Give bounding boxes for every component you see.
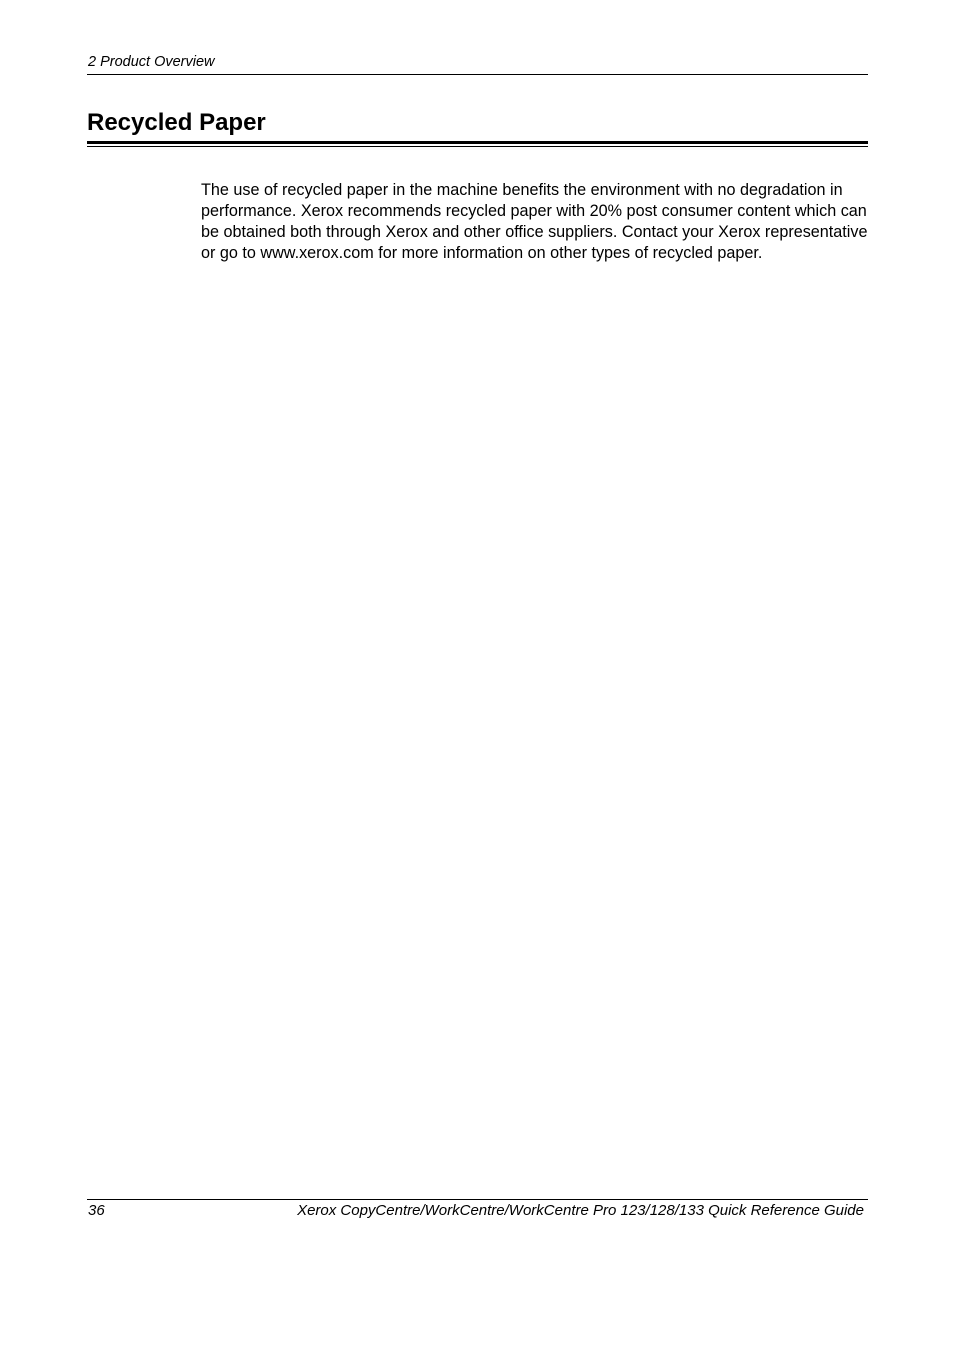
body-paragraph: The use of recycled paper in the machine benefits the environment with no degradation in performance. Xerox recommends recycled paper with 20% post consumer content which can be obtained both through Xerox and other office suppliers. Contact your Xerox representative or go to www.xerox.com for more information on other types of recycled paper. xyxy=(201,181,868,262)
footer-divider xyxy=(87,1199,868,1200)
title-divider-thick xyxy=(87,141,868,144)
title-divider-thin xyxy=(87,146,868,147)
section-title: Recycled Paper xyxy=(87,109,266,136)
document-title: Xerox CopyCentre/WorkCentre/WorkCentre Pro 123/128/133 Quick Reference Guide xyxy=(297,1202,864,1219)
header-divider xyxy=(87,74,868,75)
running-header: 2 Product Overview xyxy=(88,54,215,70)
page-number: 36 xyxy=(88,1202,105,1219)
